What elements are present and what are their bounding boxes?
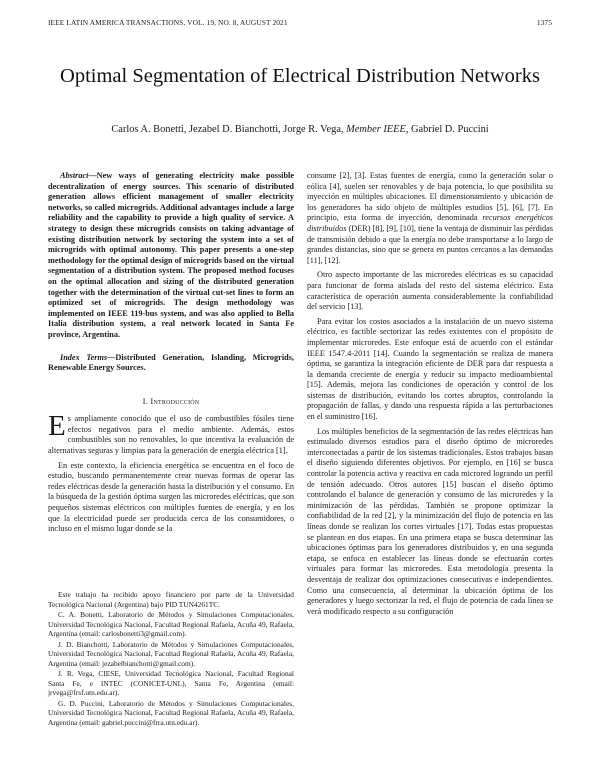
abstract-label: Abstract bbox=[60, 171, 89, 180]
right-paragraph-2: Otro aspecto importante de las microredes eléctricas es su capacidad para funcionar de forma aislada del resto del sistema eléctrico. Esta característica de operación aumenta considerablemente la confiabilidad del servicio [13]. bbox=[307, 270, 553, 312]
intro-paragraph-1 bbox=[48, 410, 294, 456]
section-title: Introducción bbox=[150, 395, 200, 406]
author-membership: Member IEEE bbox=[346, 124, 406, 135]
section-number: I. bbox=[142, 395, 151, 406]
abstract bbox=[48, 171, 294, 341]
intro-paragraph-1-text: s ampliamente conocido que el uso de combustibles fósiles tiene efectos negativos para el medio ambiente. Además, estos combustibles son no renovables, lo que incentiva la evaluación de alternativas seguras y limpias para la generación de energía eléctrica [1]. bbox=[48, 414, 294, 456]
index-terms bbox=[48, 353, 294, 374]
footnote-author-vega: J. R. Vega, CIESE, Universidad Tecnológica Nacional, Facultad Regional Santa Fe, e INTEC (CONICET-UNL), Santa Fe, Argentina (email: jrvega@frsf.utn.edu.ar). bbox=[48, 669, 294, 697]
running-header bbox=[48, 18, 552, 30]
author-last: , Gabriel D. Puccini bbox=[405, 124, 489, 135]
page-number: 1375 bbox=[536, 18, 552, 27]
footnote-author-bianchotti: J. D. Bianchotti, Laboratorio de Métodos y Simulaciones Computacionales, Universidad Tecnológica Nacional, Facultad Regional Rafaela, Acuña 49, Rafaela, Argentina (email: jezabelbianchotti@gmail.com). bbox=[48, 639, 294, 668]
index-terms-label: Index Terms bbox=[60, 352, 108, 362]
right-paragraph-4: Los múltiples beneficios de la segmentación de las redes eléctricas han estimulado diversos estudios para el diseño óptimo de microredes interconectadas a partir de los sistemas tradicionales. Estos trabajos basan el diseño siguiendo diferentes objetivos. Por ejemplo, en [16] se busca controlar la potencia activa y reactiva en cada microred logrando un perfil de tensión adecuado. Otros autores [15] buscan el diseño óptimo controlando el balance de generación y consumo de las microredes y la minimización de las pérdidas. También se propone optimizar la confiabilidad de la red [2], y la minimización del flujo de potencia en las líneas donde se realizan los cortes virtuales [17]. Todas estas propuestas se plantean en dos etapas. En una primera etapa se busca determinar las ubicaciones óptimas para los generadores distribuidos y, en una segunda etapa, se enfoca en establecer las líneas donde se efectuarán cortes virtuales para formar las microredes. Esta metodología presenta la desventaja de realizar dos optimizaciones consecutivas e independientes. Como una consecuencia, al determinar la ubicación óptima de los generadores y luego sectorizar la red, el flujo de potencia de cada línea se verá modificado respecto a su configuración bbox=[307, 426, 553, 616]
footnote-author-bonetti: C. A. Bonetti, Laboratorio de Métodos y Simulaciones Computacionales, Universidad Tecnológica Nacional, Facultad Regional Rafaela, Acuña 49, Rafaela, Argentina (email: carlosbonetti3@gmail.com). bbox=[48, 610, 294, 638]
right-paragraph-1 bbox=[307, 171, 553, 266]
left-column bbox=[48, 171, 294, 539]
right-paragraph-3: Para evitar los costos asociados a la instalación de un nuevo sistema eléctrico, es factible sectorizar las redes existentes con el propósito de implementar microredes. Este enfoque está de acuerdo con el estándar IEEE 1547.4-2011 [14]. Cuando la segmentación se realiza de manera óptima, se garantiza la integración eficiente de DER para dar respuesta a la demanda creciente de energía y reducir su impacto medioambiental [15]. Además, mejora las condiciones de operación y control de los sistemas de distribución, evitando los cortes abruptos, controlando la propagación de fallas, y dando una respuesta rápida a las perturbaciones en el suministro [16]. bbox=[307, 316, 553, 422]
paper-title: Optimal Segmentation of Electrical Distribution Networks bbox=[60, 65, 540, 87]
index-terms-text: —Distributed Generation, Islanding, Microgrids, Renewable Energy Sources. bbox=[48, 352, 294, 373]
footnote-funding: Este trabajo ha recibido apoyo financiero por parte de la Universidad Tecnológica Nacional (Argentina) bajo PID TUN4261TC. bbox=[48, 590, 294, 609]
drop-cap: E bbox=[48, 410, 66, 443]
journal-header: IEEE LATIN AMERICA TRANSACTIONS, VOL. 19, NO. 8, AUGUST 2021 bbox=[48, 18, 288, 27]
right-paragraph-1a: consume [2], [3]. Estas fuentes de energía, como la generación solar o eólica [4], suelen ser renovables y de baja potencia, lo que posibilita su inyección en múltiples ubicaciones. El dimensionamiento y ubicación de los generadores ha sido objeto de múltiples estudios [5], [6], [7]. En principio, esta forma de inyección, denominada bbox=[307, 171, 553, 223]
right-paragraph-1-italic: recursos energéticos distribuidos bbox=[307, 213, 553, 233]
footnotes bbox=[48, 590, 294, 728]
abstract-text: —New ways of generating electricity make possible decentralization of energy sources. This scenario of distributed generation allows efficient management of smaller electricity networks, so called microgrids. Additional advantages include a large reliability and the capability to provide a high quality of service. A strategy to design these microgrids consists on taking advantage of existing distribution network by sectoring the system into a set of microgrids with optimal autonomy. This paper presents a one-step methodology for the optimal design of microgrids based on the virtual segmentation of a distribution system. The proposed method focuses on the optimal allocation and sizing of the distributed generation together with the determination of the virtual cut-set lines to form an optimized set of microgrids. The design methodology was implemented on IEEE 119-bus system, and was also applied to Bella Italia distribution system, a real network located in Santa Fe province, Argentina. bbox=[48, 171, 294, 339]
right-paragraph-1b: (DER) [8], [9], [10], tiene la ventaja de disminuir las pérdidas de transmisión debido a que la energía no debe transportarse a lo largo de grandes distancias, sino que se genera en puntos cercanos a las demandas [11], [12]. bbox=[307, 223, 553, 265]
intro-paragraph-2: En este contexto, la eficiencia energética se encuentra en el foco de estudio, buscando permanentemente crear nuevas formas de operar las redes eléctricas desde la generación hasta la distribución y el consumo. En la búsqueda de la gestión óptima surgen las microredes eléctricas, que son pequeños sistemas eléctricos con múltiples fuentes de energía, y en los que la electricidad puede ser producida cerca de los consumidores, o incluso en el mismo lugar donde se la bbox=[48, 460, 294, 534]
section-heading bbox=[48, 396, 294, 407]
author-line bbox=[40, 124, 560, 135]
footnote-author-puccini: G. D. Puccini, Laboratorio de Métodos y Simulaciones Computacionales, Universidad Tecnológica Nacional, Facultad Regional Rafaela, Acuña 49, Rafaela, Argentina (email: gabriel.puccini@frra.utn.edu.ar). bbox=[48, 698, 294, 727]
right-column bbox=[307, 171, 553, 621]
author-names: Carlos A. Bonetti, Jezabel D. Bianchotti, Jorge R. Vega, bbox=[111, 124, 347, 135]
